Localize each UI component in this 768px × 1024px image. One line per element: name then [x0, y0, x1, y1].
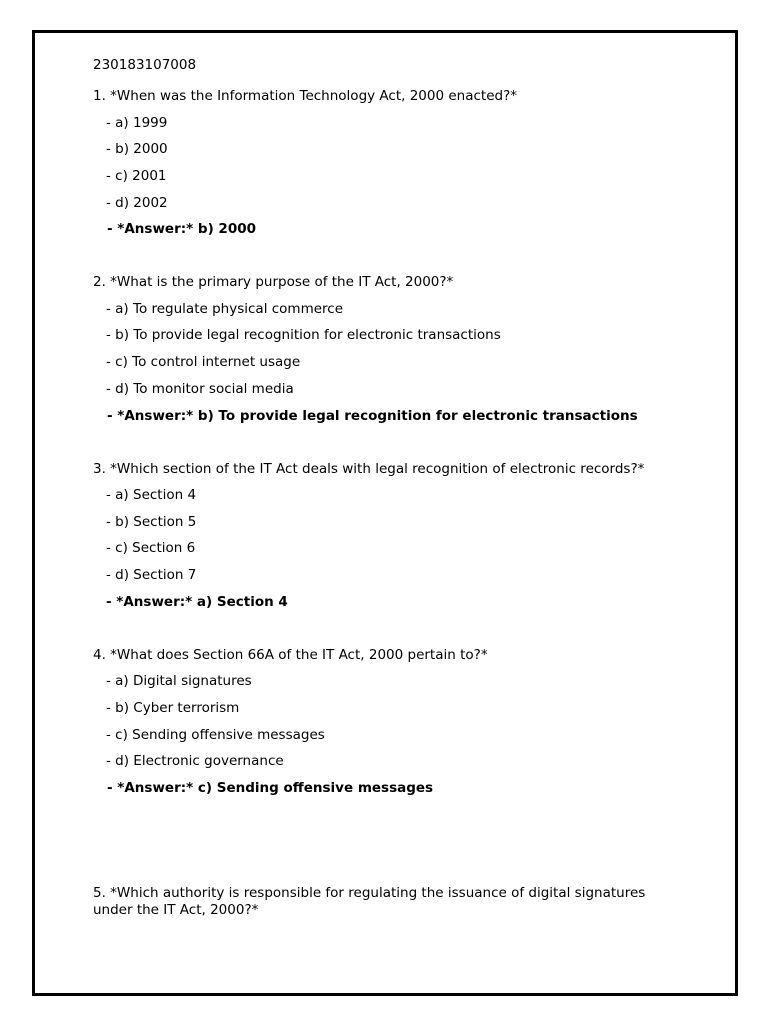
question-text: 1. *When was the Information Technology Act, 2000 enacted?* — [93, 88, 517, 104]
spacer — [93, 238, 693, 274]
answer: - *Answer:* a) Section 4 — [106, 593, 288, 610]
option-d: - d) Electronic governance — [106, 753, 284, 770]
option-a: - a) To regulate physical commerce — [106, 300, 344, 317]
option-c: - c) Sending offensive messages — [106, 726, 325, 743]
question-4 — [93, 647, 693, 797]
option-b: - b) To provide legal recognition for electronic transactions — [106, 327, 501, 344]
question-text: 2. *What is the primary purpose of the IT Act, 2000?* — [93, 274, 454, 291]
question-2 — [93, 274, 693, 424]
answer: - *Answer:* b) To provide legal recognition for electronic transactions — [107, 407, 638, 424]
option-b: - b) Section 5 — [106, 513, 197, 530]
option-a: - a) Digital signatures — [106, 673, 252, 690]
option-b: - b) 2000 — [106, 141, 168, 158]
option-a: - a) 1999 — [106, 114, 168, 131]
question-text: 3. *Which section of the IT Act deals with legal recognition of electronic records?* — [93, 460, 645, 477]
document-id: 230183107008 — [93, 57, 197, 73]
question-text: 4. *What does Section 66A of the IT Act, 2000 pertain to?* — [93, 646, 488, 663]
spacer — [93, 425, 693, 461]
answer: - *Answer:* c) Sending offensive messages — [107, 780, 434, 796]
option-c: - c) 2001 — [106, 167, 167, 184]
question-text: 5. *Which authority is responsible for regulating the issuance of digital signatures under the IT Act, 2000?* — [93, 885, 646, 918]
option-c: - c) To control internet usage — [106, 354, 301, 371]
option-d: - d) 2002 — [106, 194, 168, 211]
option-c: - c) Section 6 — [106, 540, 196, 557]
option-d: - d) Section 7 — [106, 567, 197, 584]
question-5 — [93, 885, 693, 919]
option-a: - a) Section 4 — [106, 487, 197, 503]
question-1 — [93, 88, 693, 238]
spacer — [93, 611, 693, 647]
spacer — [93, 797, 693, 885]
option-b: - b) Cyber terrorism — [106, 699, 240, 716]
answer: - *Answer:* b) 2000 — [107, 221, 257, 238]
document-body — [93, 57, 693, 919]
question-3 — [93, 461, 693, 611]
option-d: - d) To monitor social media — [106, 380, 294, 397]
